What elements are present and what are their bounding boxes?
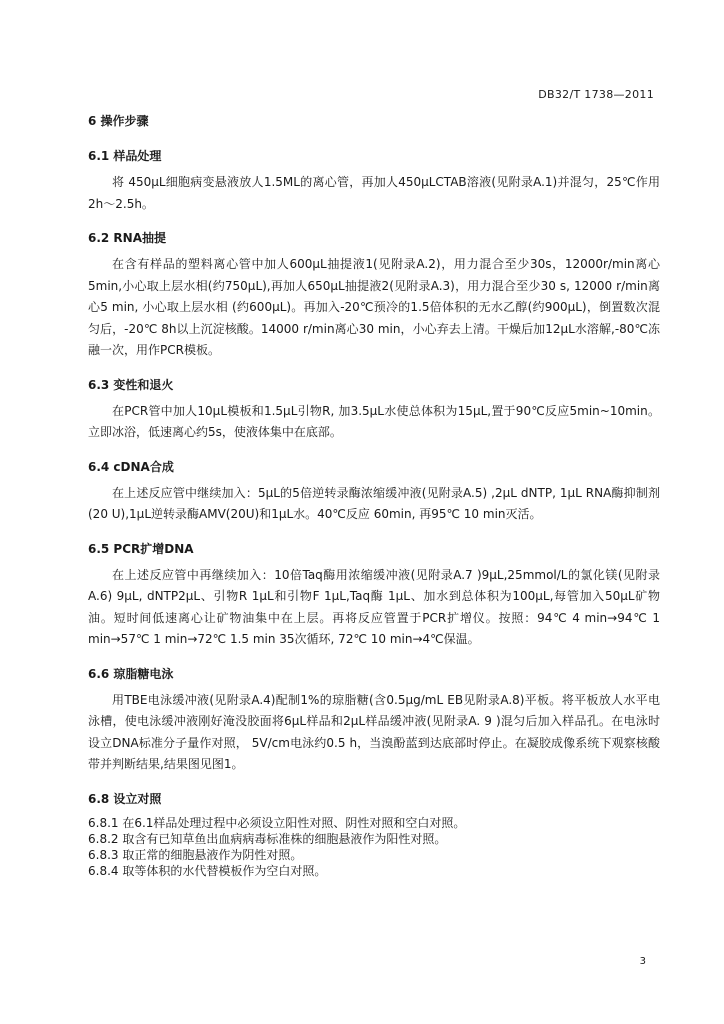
section-6-8-item: 6.8.2 取含有已知草鱼出血病病毒标准株的细胞悬液作为阳性对照。 bbox=[88, 831, 447, 846]
document-body bbox=[88, 112, 660, 879]
section-6-8-item: 6.8.4 取等体积的水代替模板作为空白对照。 bbox=[88, 863, 327, 878]
section-6-2-title: 6.2 RNA抽提 bbox=[88, 231, 167, 245]
section-6-3-title: 6.3 变性和退火 bbox=[88, 377, 174, 392]
section-6-8-item: 6.8.1 在6.1样品处理过程中必须设立阳性对照、阴性对照和空白对照。 bbox=[88, 815, 466, 830]
section-6-1-text: 将 450μL细胞病变悬液放人1.5ML的离心管，再加人450μLCTAB溶液(见附录A.1)并混匀，25℃作用2h～2.5h。 bbox=[88, 175, 660, 211]
section-6-6-text: 用TBE电泳缓冲液(见附录A.4)配制1%的琼脂糖(含0.5μg/mL EB见附录A.8)平板。将平板放人水平电泳槽，使电泳缓冲液刚好淹没胶面将6μL样品和2μL样品缓冲液(见附录A. 9 )混匀后加入样品孔。在电泳时设立DNA标准分子量作对照， 5V/cm电泳约0.5 h，当溴酚蓝到达底部时停止。在凝胶成像系统下观察核酸带并判断结果,结果图见图1。 bbox=[88, 692, 660, 771]
section-6-4-text: 在上述反应管中继续加入：5μL的5倍逆转录酶浓缩缓冲液(见附录A.5) ,2μL dNTP, 1μL RNA酶抑制剂(20 U),1μL逆转录酶AMV(20U)和1μL水。40℃反应 60min, 再95℃ 10 min灭活。 bbox=[88, 485, 660, 521]
section-6-3-text: 在PCR管中加人10μL模板和1.5μL引物R, 加3.5μL水使总体积为15μL,置于90℃反应5min~10min。立即冰浴，低速离心约5s，使液体集中在底部。 bbox=[88, 403, 660, 439]
section-6-8-title: 6.8 设立对照 bbox=[88, 791, 162, 806]
section-6-8-item: 6.8.3 取正常的细胞悬液作为阴性对照。 bbox=[88, 847, 303, 862]
section-6-1-title: 6.1 样品处理 bbox=[88, 149, 162, 163]
section-6-2-text: 在含有样品的塑料离心管中加人600μL抽提液1(见附录A.2)，用力混合至少30s，12000r/min离心5min,小心取上层水相(约750μL),再加人650μL抽提液2(见附录A.3)，用力混合至少30 s, 12000 r/min离心5 min, 小心取上层水相 (约600μL)。再加入-20℃预冷的1.5倍体积的无水乙醇(约900μL)，倒置数次混匀后，-20℃ 8h以上沉淀核酸。14000 r/min离心30 min，小心弃去上清。干燥后加12μL水溶解,-80℃冻融一次，用作PCR模板。 bbox=[88, 257, 660, 357]
page-number: 3 bbox=[639, 956, 646, 967]
section-6-4-title: 6.4 cDNA合成 bbox=[88, 459, 174, 474]
document-code: DB32/T 1738—2011 bbox=[538, 88, 654, 101]
section-6-5-text: 在上述反应管中再继续加入：10倍Taq酶用浓缩缓冲液(见附录A.7 )9μL,25mmol/L的氯化镁(见附录A.6) 9μL, dNTP2μL、引物R 1μL和引物F 1μL,Taq酶 1μL、加水到总体积为100μL,每管加入50μL矿物油。短时间低速离心让矿物油集中在上层。再将反应管置于PCR扩增仪。按照：94℃ 4 min→94℃ 1 min→57℃ 1 min→72℃ 1.5 min 35次循环, 72℃ 10 min→4℃保温。 bbox=[88, 567, 660, 646]
section-6-title: 6 操作步骤 bbox=[88, 114, 149, 128]
section-6-6-title: 6.6 琼脂糖电泳 bbox=[88, 666, 174, 681]
section-6-5-title: 6.5 PCR扩增DNA bbox=[88, 541, 194, 556]
